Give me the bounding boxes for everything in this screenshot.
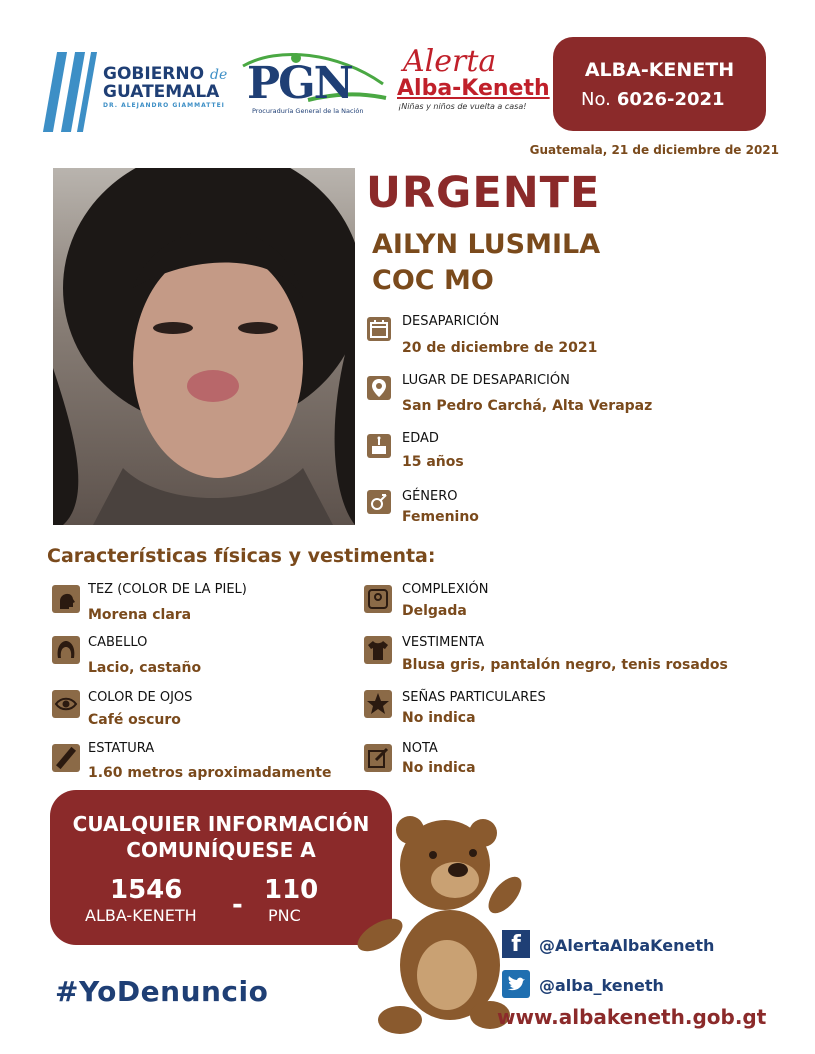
char-value-skin: Morena clara — [88, 607, 192, 623]
alba-keneth-phone-label: ALBA-KENETH — [85, 906, 197, 925]
char-label-clothing: VESTIMENTA — [402, 635, 485, 650]
scale-icon — [364, 585, 392, 613]
missing-person-name-line1: AILYN LUSMILA — [372, 229, 601, 260]
note-icon — [364, 744, 392, 772]
shirt-icon — [364, 636, 392, 664]
char-label-build: COMPLEXIÓN — [402, 582, 489, 597]
alba-keneth-logo-text: Alba-Keneth — [397, 76, 550, 101]
detail-value-gender: Femenino — [402, 509, 479, 525]
cake-icon — [367, 434, 391, 458]
head-icon — [52, 585, 80, 613]
detail-value-place: San Pedro Carchá, Alta Verapaz — [402, 398, 653, 414]
website-link[interactable]: www.albakeneth.gob.gt — [497, 1005, 767, 1029]
case-number-box — [553, 37, 766, 131]
facebook-icon[interactable]: f — [502, 930, 530, 958]
facebook-handle[interactable]: @AlertaAlbaKeneth — [539, 936, 715, 955]
char-label-eyes: COLOR DE OJOS — [88, 690, 193, 705]
char-value-height: 1.60 metros aproximadamente — [88, 765, 332, 781]
pgn-subtitle: Procuraduría General de la Nación — [252, 107, 364, 115]
location-pin-icon — [367, 376, 391, 400]
char-label-hair: CABELLO — [88, 635, 148, 650]
contact-box — [50, 790, 392, 945]
alba-keneth-phone: 1546 — [110, 875, 183, 905]
missing-person-name-line2: COC MO — [372, 265, 494, 296]
star-icon — [364, 690, 392, 718]
char-label-height: ESTATURA — [88, 741, 155, 756]
char-label-skin: TEZ (COLOR DE LA PIEL) — [88, 582, 247, 597]
calendar-icon — [367, 317, 391, 341]
detail-label-age: EDAD — [402, 431, 439, 446]
gobierno-subtitle: DR. ALEJANDRO GIAMMATTEI — [103, 102, 225, 109]
case-title: ALBA-KENETH — [584, 59, 735, 81]
hair-icon — [52, 636, 80, 664]
publication-date: Guatemala, 21 de diciembre de 2021 — [529, 143, 779, 157]
char-value-build: Delgada — [402, 603, 467, 619]
char-label-marks: SEÑAS PARTICULARES — [402, 690, 546, 705]
hashtag: #YoDenuncio — [55, 975, 269, 1008]
detail-value-age: 15 años — [402, 454, 464, 470]
characteristics-title: Características físicas y vestimenta: — [47, 545, 436, 567]
contact-line2: COMUNÍQUESE A — [126, 838, 316, 862]
pnc-phone-label: PNC — [268, 906, 301, 925]
char-value-note: No indica — [402, 760, 476, 776]
contact-line1: CUALQUIER INFORMACIÓN — [72, 812, 370, 836]
urgent-heading: URGENTE — [366, 168, 601, 218]
gobierno-logo-text: GOBIERNO de GUATEMALA — [103, 64, 228, 102]
ruler-icon — [52, 744, 80, 772]
char-value-clothing: Blusa gris, pantalón negro, tenis rosados — [402, 657, 728, 673]
char-value-marks: No indica — [402, 710, 476, 726]
pgn-logo-text: PGN — [247, 58, 352, 109]
detail-label-gender: GÉNERO — [402, 489, 458, 504]
guatemala-logo-bars-icon — [48, 52, 94, 132]
missing-person-photo — [53, 168, 355, 525]
char-label-note: NOTA — [402, 741, 438, 756]
case-number: No. 6026-2021 — [581, 89, 725, 110]
twitter-icon[interactable] — [502, 970, 530, 998]
alerta-logo-text: Alerta — [403, 44, 497, 79]
phone-separator: - — [232, 890, 243, 920]
pnc-phone: 110 — [264, 875, 319, 905]
detail-label-place: LUGAR DE DESAPARICIÓN — [402, 373, 570, 388]
eye-icon — [52, 690, 80, 718]
char-value-eyes: Café oscuro — [88, 712, 181, 728]
char-value-hair: Lacio, castaño — [88, 660, 202, 676]
twitter-handle[interactable]: @alba_keneth — [539, 976, 664, 995]
detail-value-disappearance: 20 de diciembre de 2021 — [402, 340, 598, 356]
detail-label-disappearance: DESAPARICIÓN — [402, 314, 500, 329]
alba-keneth-tagline: ¡Niñas y niños de vuelta a casa! — [398, 102, 527, 111]
gender-icon — [367, 490, 391, 514]
